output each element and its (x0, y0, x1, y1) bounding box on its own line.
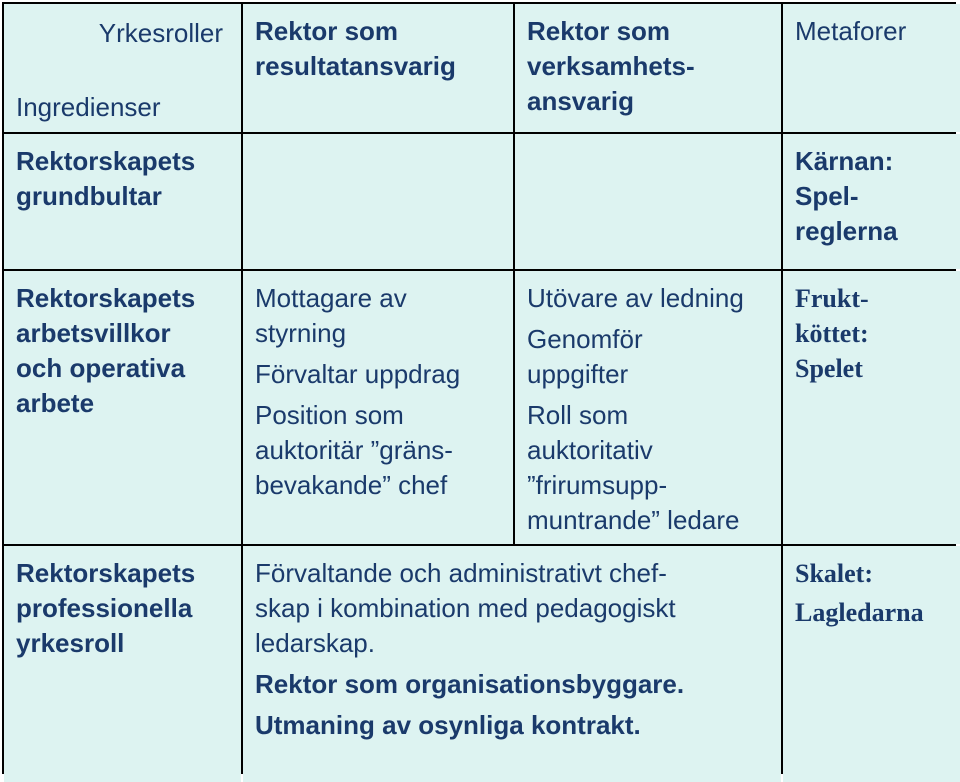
empty-cell (515, 134, 781, 269)
header-line: verksamhets- (527, 51, 695, 81)
text-line: auktoritativ (527, 435, 653, 465)
text-line: styrning (255, 318, 347, 348)
metaphor-fruktkottet (783, 271, 960, 544)
text-line: Genomför (527, 324, 643, 354)
bold-statement: Rektor som organisationsbyggare. (255, 669, 685, 699)
header-col-metaforer (783, 4, 960, 132)
bold-statement: Utmaning av osynliga kontrakt. (255, 710, 641, 740)
header-col-verksamhetsansvarig (515, 4, 781, 132)
header-line: Rektor som (255, 16, 399, 46)
paragraph (527, 322, 771, 392)
metaphor-line: köttet: (795, 319, 869, 348)
corner-bottom-label: Ingredienser (16, 92, 161, 122)
metaphor-line: Skalet: (795, 559, 873, 588)
row-label-line: arbete (16, 388, 95, 418)
metaphor-line: Frukt- (795, 284, 869, 313)
text-line: skap i kombination med pedagogiskt (255, 593, 676, 623)
text-line: uppgifter (527, 359, 629, 389)
header-col-resultatansvarig (243, 4, 513, 132)
metaphor-line: Spelet (795, 354, 863, 383)
header-corner-cell (4, 4, 241, 132)
row-label-line: professionella (16, 593, 193, 623)
metaphor-line: Kärnan: (795, 146, 894, 176)
paragraph (255, 398, 503, 503)
row-label-line: yrkesroll (16, 628, 125, 658)
text-line: auktoritär ”gräns- (255, 435, 453, 465)
row-label-line: och operativa (16, 353, 186, 383)
paragraph: Utövare av ledning (527, 283, 744, 313)
text-line: ”frirumsupp- (527, 470, 668, 500)
role-table (2, 2, 956, 774)
row-label-line: Rektorskapets (16, 146, 196, 176)
metaphor-line: reglerna (795, 216, 898, 246)
row-label-grundbultar (4, 134, 241, 269)
header-line: Metaforer (795, 16, 907, 46)
empty-cell (243, 134, 513, 269)
row-label-yrkesroll (4, 546, 241, 782)
text-line: Mottagare av (255, 283, 407, 313)
header-line: Rektor som (527, 16, 671, 46)
cell-yrkesroll-combined (243, 546, 781, 782)
text-line: bevakande” chef (255, 470, 448, 500)
text-line: Roll som (527, 400, 629, 430)
corner-top-label: Yrkesroller (98, 18, 223, 48)
paragraph: Förvaltar uppdrag (255, 359, 461, 389)
text-line: muntrande” ledare (527, 505, 740, 535)
paragraph (255, 556, 771, 661)
text-line: Position som (255, 400, 404, 430)
row-label-line: grundbultar (16, 181, 162, 211)
paragraph (527, 398, 771, 538)
row-label-line: Rektorskapets (16, 283, 196, 313)
cell-resultatansvarig-arbete (243, 271, 513, 544)
text-line: ledarskap. (255, 628, 375, 658)
metaphor-line: Lagledarna (795, 598, 924, 627)
text-line: Förvaltande och administrativt chef- (255, 558, 667, 588)
paragraph (255, 281, 503, 351)
row-label-arbetsvillkor (4, 271, 241, 544)
metaphor-skalet (783, 546, 960, 782)
header-line: resultatansvarig (255, 51, 456, 81)
metaphor-karnan (783, 134, 960, 269)
row-label-line: arbetsvillkor (16, 318, 171, 348)
metaphor-line: Spel- (795, 181, 859, 211)
cell-verksamhetsansvarig-arbete (515, 271, 781, 544)
row-label-line: Rektorskapets (16, 558, 196, 588)
header-line: ansvarig (527, 86, 634, 116)
